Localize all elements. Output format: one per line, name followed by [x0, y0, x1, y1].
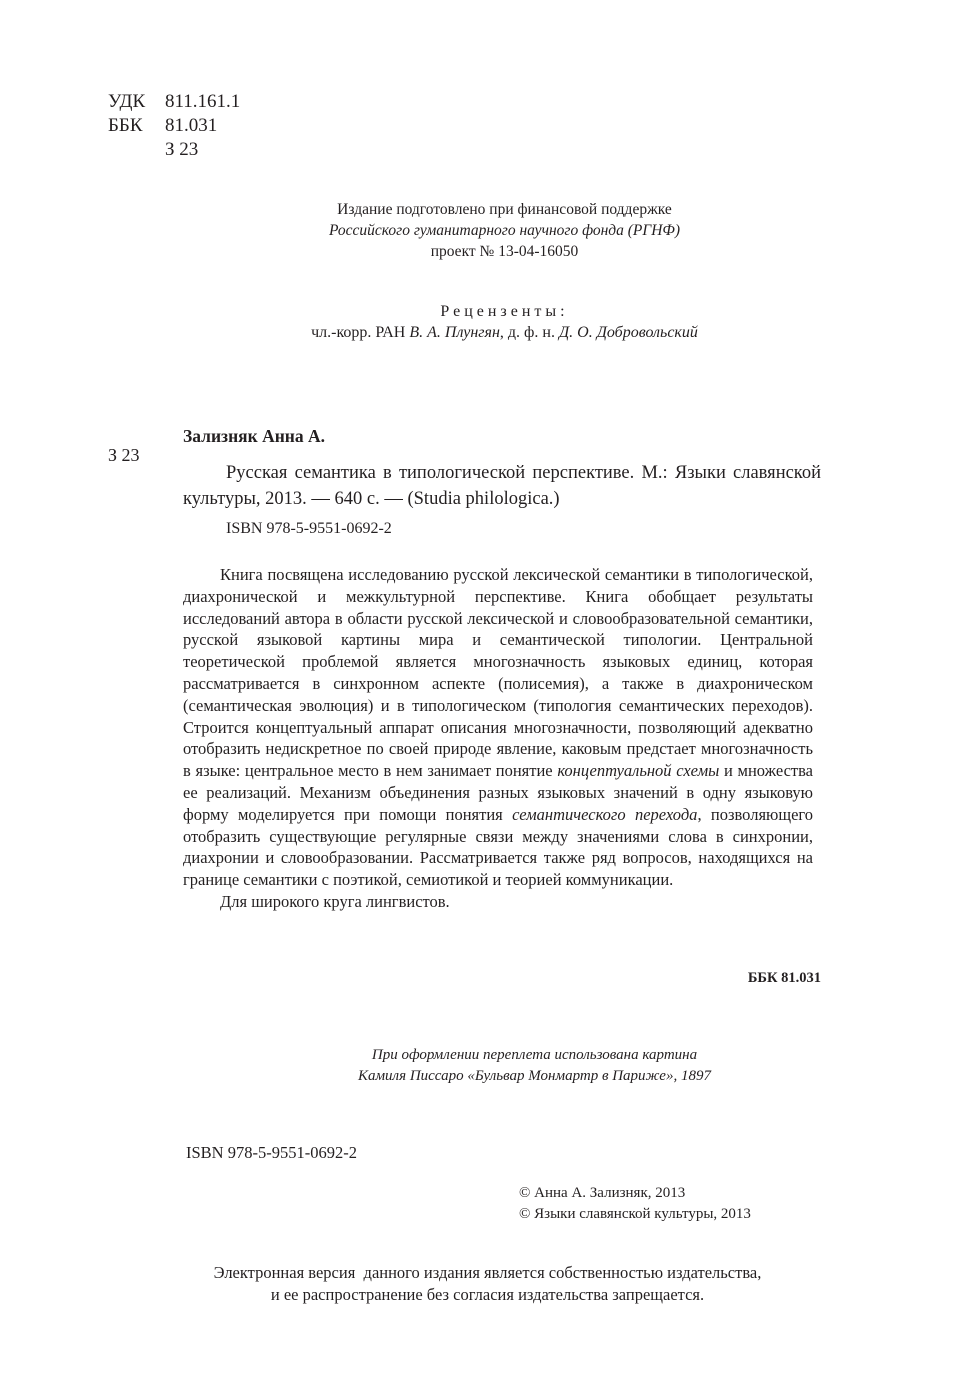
- udk-label: УДК: [108, 91, 146, 112]
- cover-note-line-1: При оформлении переплета использована картина: [371, 1047, 698, 1063]
- notice-line-1: Электронная версия данного издания является собственностью издательства,: [213, 1263, 762, 1282]
- bbk-label: ББК: [108, 115, 143, 136]
- copyright-publisher: © Языки славянской культуры, 2013: [519, 1206, 751, 1222]
- udk-row: [108, 90, 240, 114]
- copyright-block: [519, 1183, 751, 1225]
- annotation-term-1: концептуальной схемы: [557, 761, 720, 781]
- reviewer-2-prefix: , д. ф. н.: [499, 324, 559, 341]
- annotation-bbk: ББК 81.031: [747, 970, 821, 986]
- bbk-value: 81.031: [165, 115, 218, 136]
- annotation-part-3: , позволяющего отобразить существующие регулярные связи между значениями слова в синхронии, диахронии и словообразовании. Рассматривается также ряд вопросов, находящихся на границе семантики с поэтикой, семиотикой и теорией коммуникации.: [183, 804, 814, 890]
- cover-note: [0, 1045, 969, 1087]
- entry-isbn: ISBN 978-5-9551-0692-2: [226, 520, 392, 537]
- bibliographic-description: [183, 460, 821, 512]
- funding-line-2: Российского гуманитарного научного фонда (РГНФ): [328, 222, 681, 239]
- entry-code: З 23: [108, 445, 140, 465]
- bbk-row: [108, 114, 240, 138]
- reviewer-1-name: В. А. Плунгян: [409, 324, 500, 341]
- classification-block: [108, 90, 240, 162]
- copyright-author: © Анна А. Зализняк, 2013: [519, 1185, 686, 1201]
- annotation-audience: Для широкого круга лингвистов.: [220, 891, 450, 911]
- reviewers-title: Рецензенты:: [440, 303, 569, 320]
- description-text: Русская семантика в типологической перспективе. М.: Языки славянской культуры, 2013. — 640 с. — (Studia philologica.): [183, 463, 821, 509]
- isbn-bottom: ISBN 978-5-9551-0692-2: [186, 1143, 357, 1162]
- annotation-term-2: семантического перехода: [512, 804, 698, 824]
- cover-note-line-2: Камиля Писсаро «Бульвар Монмартр в Париже», 1897: [358, 1068, 711, 1084]
- funding-line-1: Издание подготовлено при финансовой поддержке: [337, 201, 672, 218]
- funding-line-3: проект № 13-04-16050: [430, 243, 579, 260]
- notice-line-2: и ее распространение без согласия издательства запрещается.: [270, 1285, 705, 1304]
- funding-note: [0, 199, 969, 262]
- udk-value: 811.161.1: [165, 91, 241, 112]
- author-code-row: [108, 138, 240, 162]
- annotation-part-2: и множества ее реализаций. Механизм объединения разных языковых значений в одну языковую форму моделируется при помощи понятия: [183, 761, 813, 824]
- electronic-version-notice: [0, 1262, 969, 1306]
- annotation-part-1: Книга посвящена исследованию русской лексической семантики в типологической, диахронической и межкультурной перспективе. Книга обобщает результаты исследований автора в области русской лексической и словообразовательной семантики, русской языковой картины мира и семантической типологии. Центральной теоретической проблемой является многозначность языковых единиц, которая рассматривается в синхронном аспекте (полисемия), а также в диахроническом (семантическая эволюция) и в типологическом (типология семантических переходов). Строится концептуальный аппарат описания многозначности, позволяющий адекватно отобразить недискретное по своей природе явление, каковым предстает многозначность в языке: центральное место в нем занимает понятие: [183, 565, 813, 781]
- entry-author: Зализняк Анна А.: [183, 426, 326, 446]
- author-code: З 23: [165, 139, 199, 160]
- reviewer-2-name: Д. О. Добровольский: [558, 324, 698, 341]
- reviewers-names: [0, 324, 969, 342]
- annotation: [183, 564, 813, 913]
- reviewer-1-prefix: чл.-корр. РАН: [311, 324, 410, 341]
- annotation-body: [183, 564, 813, 891]
